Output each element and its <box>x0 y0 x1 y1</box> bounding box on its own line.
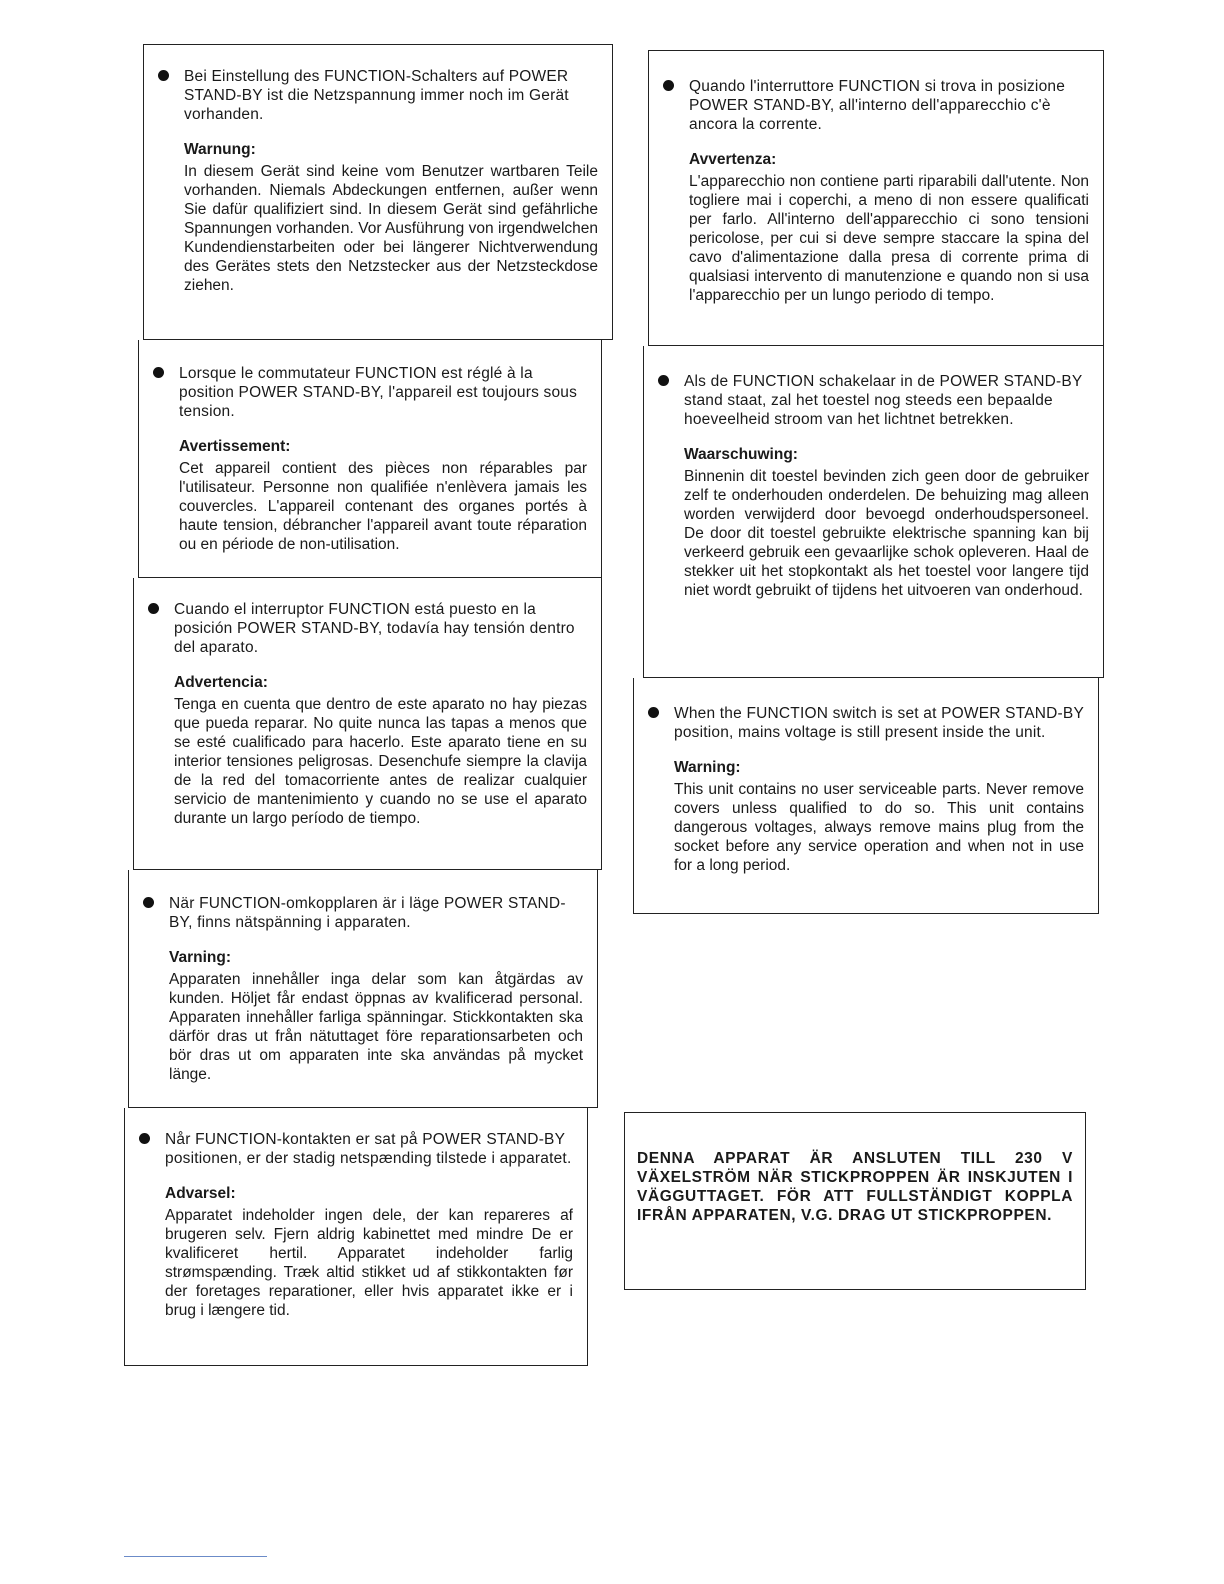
warning-text: Tenga en cuenta que dentro de este aparato no hay piezas que pueda reparar. No quite nunca las tapas a menos que se esté cualificado para hacerlo. Este aparato tiene en su interior tensiones peligrosas. Desenchufe siempre la clavija de la red del tomacorriente antes de realizar cualquier servicio de mantenimiento y cuando no se use el aparato durante un largo período de tiempo. <box>174 696 587 827</box>
scan-artifact-line <box>124 1556 267 1557</box>
notice-intro: Als de FUNCTION schakelaar in de POWER STAND-BY stand staat, zal het toestel nog steeds een bepaalde hoeveelheid stroom van het lichtnet betrekken. <box>658 372 1089 429</box>
bullet-icon <box>648 707 659 718</box>
warning-title: Waarschuwing: <box>684 446 798 463</box>
notice-intro: Cuando el interruptor FUNCTION está puesto en la posición POWER STAND-BY, todavía hay tensión dentro del aparato. <box>148 600 587 657</box>
mains-notice-text: DENNA APPARAT ÄR ANSLUTEN TILL 230 V VÄXELSTRÖM NÄR STICKPROPPEN ÄR INSKJUTEN I VÄGGUTTAGET. FÖR ATT FULLSTÄNDIGT KOPPLA IFRÅN APPARATEN, V.G. DRAG UT STICKPROPPEN. <box>637 1150 1073 1224</box>
bullet-icon <box>663 80 674 91</box>
warning-text: Apparatet indeholder ingen dele, der kan repareres af brugeren selv. Fjern aldrig kabinettet med mindre De er kvalificeret hertil. Apparatet indeholder farlig strømspænding. Træk altid stikket ud af stikkontakten før der foretages reparationer, eller hvis apparatet ikke er i brug i længere tid. <box>165 1207 573 1319</box>
notice-intro: När FUNCTION-omkopplaren är i läge POWER STAND-BY, finns nätspänning i apparaten. <box>143 894 583 932</box>
warning-title: Advertencia: <box>174 674 268 691</box>
bullet-icon <box>143 897 154 908</box>
notice-danish <box>124 1108 588 1366</box>
warning-text: Cet appareil contient des pièces non réparables par l'utilisateur. Personne non qualifiée n'enlèvera jamais les couvercles. L'appareil contenant des organes portés à haute tension, débrancher l'appareil avant toute réparation ou en période de non-utilisation. <box>179 460 587 553</box>
notice-swedish <box>128 870 598 1108</box>
notice-english <box>633 678 1099 914</box>
notice-dutch <box>643 346 1104 678</box>
warning-title: Warnung: <box>184 141 256 158</box>
warning-title: Warning: <box>674 759 741 776</box>
notice-intro: Lorsque le commutateur FUNCTION est réglé à la position POWER STAND-BY, l'appareil est toujours sous tension. <box>153 364 587 421</box>
notice-french <box>138 340 602 578</box>
mains-connection-notice <box>624 1112 1086 1290</box>
warning-title: Varning: <box>169 949 232 966</box>
bullet-icon <box>148 603 159 614</box>
warning-text: Binnenin dit toestel bevinden zich geen door de gebruiker zelf te onderhouden onderdelen. De behuizing mag alleen worden verwijderd door bevoegd onderhoudspersoneel. De door dit toestel gebruikte elektrische spanning kan bij verkeerd gebruik een gevaarlijke schok opleveren. Haal de stekker uit het stopkontakt als het toestel voor langere tijd niet wordt gebruikt of tijdens het uitvoeren van onderhoud. <box>684 468 1089 599</box>
bullet-icon <box>153 367 164 378</box>
bullet-icon <box>158 70 169 81</box>
notice-intro: Bei Einstellung des FUNCTION-Schalters auf POWER STAND-BY ist die Netzspannung immer noch im Gerät vorhanden. <box>158 67 598 124</box>
warning-title: Avvertenza: <box>689 151 777 168</box>
bullet-icon <box>658 375 669 386</box>
notice-italian <box>648 50 1104 346</box>
notice-intro: Når FUNCTION-kontakten er sat på POWER STAND-BY positionen, er der stadig netspænding tilstede i apparatet. <box>139 1130 573 1168</box>
warning-text: In diesem Gerät sind keine vom Benutzer wartbaren Teile vorhanden. Niemals Abdeckungen entfernen, außer wenn Sie dafür qualifiziert sind. In diesem Gerät sind gefährliche Spannungen vorhanden. Vor Ausführung von irgendwelchen Kundendienstarbeiten oder bei längerer Nichtverwendung des Gerätes stets den Netzstecker aus der Netzsteckdose ziehen. <box>184 163 598 294</box>
notice-intro: Quando l'interruttore FUNCTION si trova in posizione POWER STAND-BY, all'interno dell'apparecchio c'è ancora la corrente. <box>663 77 1089 134</box>
warning-text: L'apparecchio non contiene parti riparabili dall'utente. Non togliere mai i coperchi, a meno di non essere qualificati per farlo. All'interno dell'apparecchio ci sono tensioni pericolose, per cui si deve sempre staccare la spina del cavo d'alimentazione dalla presa di corrente prima di qualsiasi intervento di manutenzione e quando non si usa l'apparecchio per un lungo periodo di tempo. <box>689 173 1089 304</box>
bullet-icon <box>139 1133 150 1144</box>
warning-title: Advarsel: <box>165 1185 236 1202</box>
notice-intro: When the FUNCTION switch is set at POWER STAND-BY position, mains voltage is still present inside the unit. <box>648 704 1084 742</box>
notice-german <box>143 44 613 340</box>
warning-title: Avertissement: <box>179 438 291 455</box>
notice-spanish <box>133 578 602 870</box>
warning-text: Apparaten innehåller inga delar som kan åtgärdas av kunden. Höljet får endast öppnas av kvalificerad personal. Apparaten innehåller farliga spänningar. Stickkontakten ska därför dras ut från nätuttaget före reparationsarbeten och bör dras ut om apparaten inte ska användas på mycket länge. <box>169 971 583 1083</box>
warning-text: This unit contains no user serviceable parts. Never remove covers unless qualified to do so. This unit contains dangerous voltages, always remove mains plug from the socket before any service operation and when not in use for a long period. <box>674 781 1084 874</box>
